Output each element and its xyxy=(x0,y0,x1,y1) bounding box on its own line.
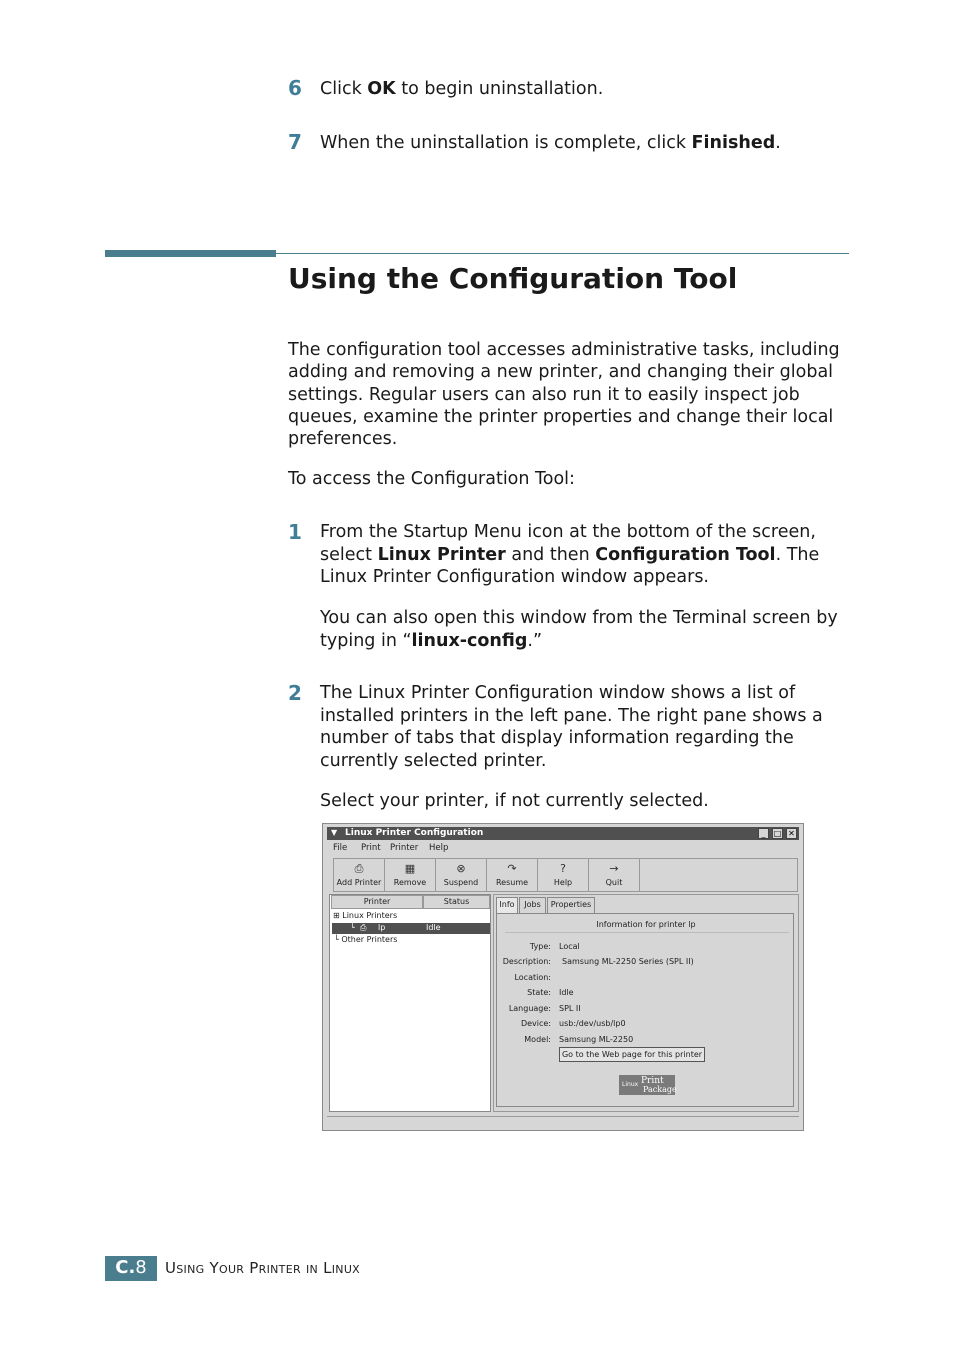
printer-details-pane xyxy=(493,894,799,1112)
info-label-model: Model: xyxy=(524,1035,551,1044)
resume-icon: ↷ xyxy=(507,862,517,875)
tree-group-linux-printers[interactable]: ⊞ Linux Printers xyxy=(333,911,398,920)
section-rule-thick xyxy=(105,250,276,257)
printer-icon: ⎙ xyxy=(360,923,367,932)
info-label-state: State: xyxy=(527,988,551,997)
column-header-status[interactable]: Status xyxy=(423,895,490,909)
tab-info[interactable]: Info xyxy=(496,897,518,913)
tab-properties[interactable]: Properties xyxy=(547,897,595,913)
step-number-7: 7 xyxy=(288,130,302,154)
step-number-1: 1 xyxy=(288,520,302,544)
info-divider xyxy=(505,932,789,933)
printer-status: Idle xyxy=(426,923,441,932)
step-6-text: Click OK to begin uninstallation. xyxy=(320,79,604,99)
printer-row-lp[interactable] xyxy=(332,923,490,934)
step-number-2: 2 xyxy=(288,681,302,705)
info-value-model: Samsung ML-2250 xyxy=(559,1035,634,1044)
info-value-language: SPL II xyxy=(559,1004,581,1013)
step-2-select: Select your printer, if not currently selected. xyxy=(320,791,709,811)
section-heading: Using the Configuration Tool xyxy=(288,262,738,295)
info-tab-body xyxy=(496,913,794,1107)
suspend-button[interactable]: ⊗ Suspend xyxy=(436,859,487,891)
printer-add-icon: ⎙ xyxy=(354,862,364,875)
minimize-icon[interactable]: _ xyxy=(758,828,769,839)
info-label-description: Description: xyxy=(502,957,551,966)
toolbar xyxy=(333,858,798,892)
info-value-state: Idle xyxy=(559,988,574,997)
window-status-bar xyxy=(327,1116,799,1127)
suspend-icon: ⊗ xyxy=(456,862,466,875)
window-title: Linux Printer Configuration xyxy=(345,828,484,838)
step-2-text: The Linux Printer Configuration window shows a list of installed printers in the left pane. The right pane shows a number of tabs that display information regarding the currently selected printer. xyxy=(320,683,823,771)
menu-file[interactable]: File xyxy=(333,843,348,853)
printer-list-pane xyxy=(329,894,491,1112)
menu-printer[interactable]: Printer xyxy=(390,843,419,853)
remove-button[interactable]: ▦ Remove xyxy=(385,859,436,891)
quit-icon: → xyxy=(609,862,619,875)
linux-print-package-logo: Linux Print Package xyxy=(619,1075,675,1095)
quit-button[interactable]: → Quit xyxy=(589,859,640,891)
help-icon: ? xyxy=(560,862,566,875)
step-7-text: When the uninstallation is complete, click Finished. xyxy=(320,133,781,153)
info-label-device: Device: xyxy=(520,1019,551,1028)
resume-button[interactable]: ↷ Resume xyxy=(487,859,538,891)
info-value-type: Local xyxy=(559,942,580,951)
add-printer-button[interactable]: ⎙ Add Printer xyxy=(334,859,385,891)
web-page-button[interactable]: Go to the Web page for this printer xyxy=(559,1047,705,1062)
info-label-location: Location: xyxy=(514,973,551,982)
window-menu-icon[interactable]: ▼ xyxy=(331,828,338,837)
close-icon[interactable]: ✕ xyxy=(786,828,797,839)
help-button[interactable]: ? Help xyxy=(538,859,589,891)
step-number-6: 6 xyxy=(288,76,302,100)
page-number-box: C.8 xyxy=(105,1256,157,1281)
menu-print[interactable]: Print xyxy=(361,843,381,853)
info-label-language: Language: xyxy=(508,1004,551,1013)
maximize-icon[interactable]: □ xyxy=(773,829,782,838)
intro-paragraph: The configuration tool accesses administrative tasks, including adding and removing a new printer, and changing their global settings. Regular users can also run it to easily inspect job queues, examine the printer properties and change their local preferences. xyxy=(288,340,840,450)
info-value-device: usb:/dev/usb/lp0 xyxy=(559,1019,626,1028)
section-rule-thin xyxy=(276,253,849,254)
config-window-screenshot xyxy=(322,823,804,1131)
step-1-text: From the Startup Menu icon at the bottom of the screen, select Linux Printer and then Configuration Tool. The Linux Printer Configuration window appears. xyxy=(320,522,820,587)
tree-group-other-printers[interactable]: └ Other Printers xyxy=(334,935,398,944)
column-header-printer[interactable]: Printer xyxy=(331,895,423,909)
printer-name: lp xyxy=(378,923,386,932)
running-footer-title: Using Your Printer in Linux xyxy=(165,1259,361,1277)
step-1-note: You can also open this window from the Terminal screen by typing in “linux-config.” xyxy=(320,608,838,651)
tree-branch-icon: └ xyxy=(350,923,355,932)
info-label-type: Type: xyxy=(529,942,551,951)
access-line: To access the Configuration Tool: xyxy=(288,469,575,489)
info-value-description: Samsung ML-2250 Series (SPL II) xyxy=(562,957,694,966)
window-titlebar xyxy=(327,827,799,840)
menu-help[interactable]: Help xyxy=(429,843,449,853)
tab-jobs[interactable]: Jobs xyxy=(519,897,546,913)
info-header: Information for printer lp xyxy=(596,920,696,929)
remove-icon: ▦ xyxy=(404,862,416,875)
